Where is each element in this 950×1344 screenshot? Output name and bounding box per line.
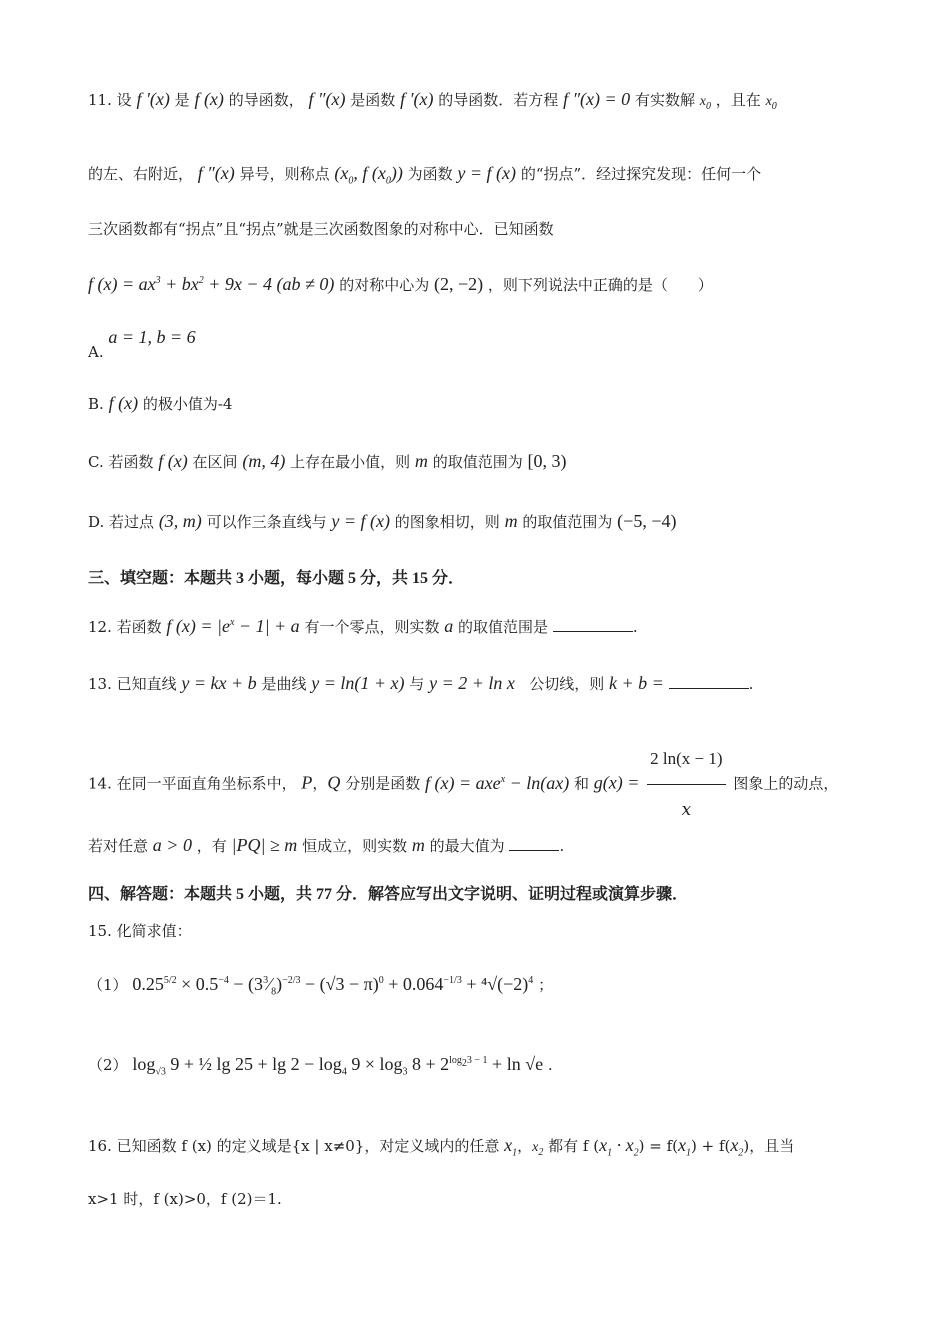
q11-line1: 11. 设 f ′(x) 是 f (x) 的导函数， f ″(x) 是函数 f ′(x) 的导函数．若方程 f ″(x) = 0 有实数解 $x_0$ ，且在 $x_0$: [88, 89, 777, 112]
q11-line2: 的左、右附近， f ″(x) 异号，则称点 ($x_0$, f $(x_0)$) 为函数 y = f (x) 的“拐点”．经过探究发现：任何一个: [88, 163, 762, 187]
answer-blank: [553, 617, 633, 632]
q11-option-d: D. 若过点 (3, m) 可以作三条直线与 y = f (x) 的图象相切，则 m 的取值范围为 (−5, −4): [88, 511, 677, 531]
q12: 12. 若函数 f $(x) = |e^x - 1| + a$ 有一个零点，则实数 a 的取值范围是 .: [88, 616, 638, 636]
q11-option-c: C. 若函数 f (x) 在区间 (m, 4) 上存在最小值，则 m 的取值范围为 [0, 3): [88, 451, 567, 471]
q11-option-a: A. a = 1, b = 6: [88, 327, 196, 361]
q15-part1: （1） $0.25^{5/2} \times 0.5^{-4}$ − $(3^3⁄_8)^{-2/3} - (√3 - \pi)^0 + 0.064^{-1/3} + ^4√(-2)^4$ ；: [88, 974, 554, 998]
section-4-heading: 四、解答题：本题共 5 小题，共 77 分．解答应写出文字说明、证明过程或演算步骤．: [88, 886, 689, 903]
q14-line1: 14. 在同一平面直角坐标系中， P，Q 分别是函数 f (x) = axe$^x$ − ln(ax) 和 g(x) = $\frac{2 \ln(x - 1)}{x}$ 图象上的动点，: [88, 734, 838, 835]
answer-blank: [509, 836, 559, 851]
q14-line2: 若对任意 a > 0 ，有 |PQ| ≥ m 恒成立，则实数 m 的最大值为 .: [88, 835, 565, 855]
q11-line3: 三次函数都有“拐点”且“拐点”就是三次函数图象的对称中心．已知函数: [88, 220, 554, 238]
q11-line4: f $(x) = ax^3 + bx^2 + 9x - 4$ (ab ≠ 0) 的对称中心为 (2, −2) ，则下列说法中正确的是（ ）: [88, 274, 713, 294]
q11-option-b: B. f (x) 的极小值为-4: [88, 393, 233, 413]
q13: 13. 已知直线 y = kx + b 是曲线 y = ln(1 + x) 与 y = 2 + ln x 公切线，则 k + b = .: [88, 673, 754, 693]
q15-part2: （2） $\log_{√3} 9$ + ½ $\lg 25 + \lg 2 - \log_4 9 \times \log_3 8 + 2^{log_23 - 1} + \ln √e$ .: [88, 1054, 553, 1078]
q16-line1: 16. 已知函数 f (x) 的定义域是{x | x≠0}，对定义域内的任意 $x_1$，$x_2$ 都有 f $(x_1 \cdot x_2) = f(x_1) + f(x_2)$，且当: [88, 1135, 795, 1159]
q16-line2: x>1 时，f (x)>0，f (2)＝1.: [88, 1190, 282, 1208]
section-3-heading: 三、填空题：本题共 3 小题，每小题 5 分，共 15 分．: [88, 570, 465, 587]
q15-title: 15. 化简求值：: [88, 922, 192, 940]
answer-blank: [669, 674, 749, 689]
